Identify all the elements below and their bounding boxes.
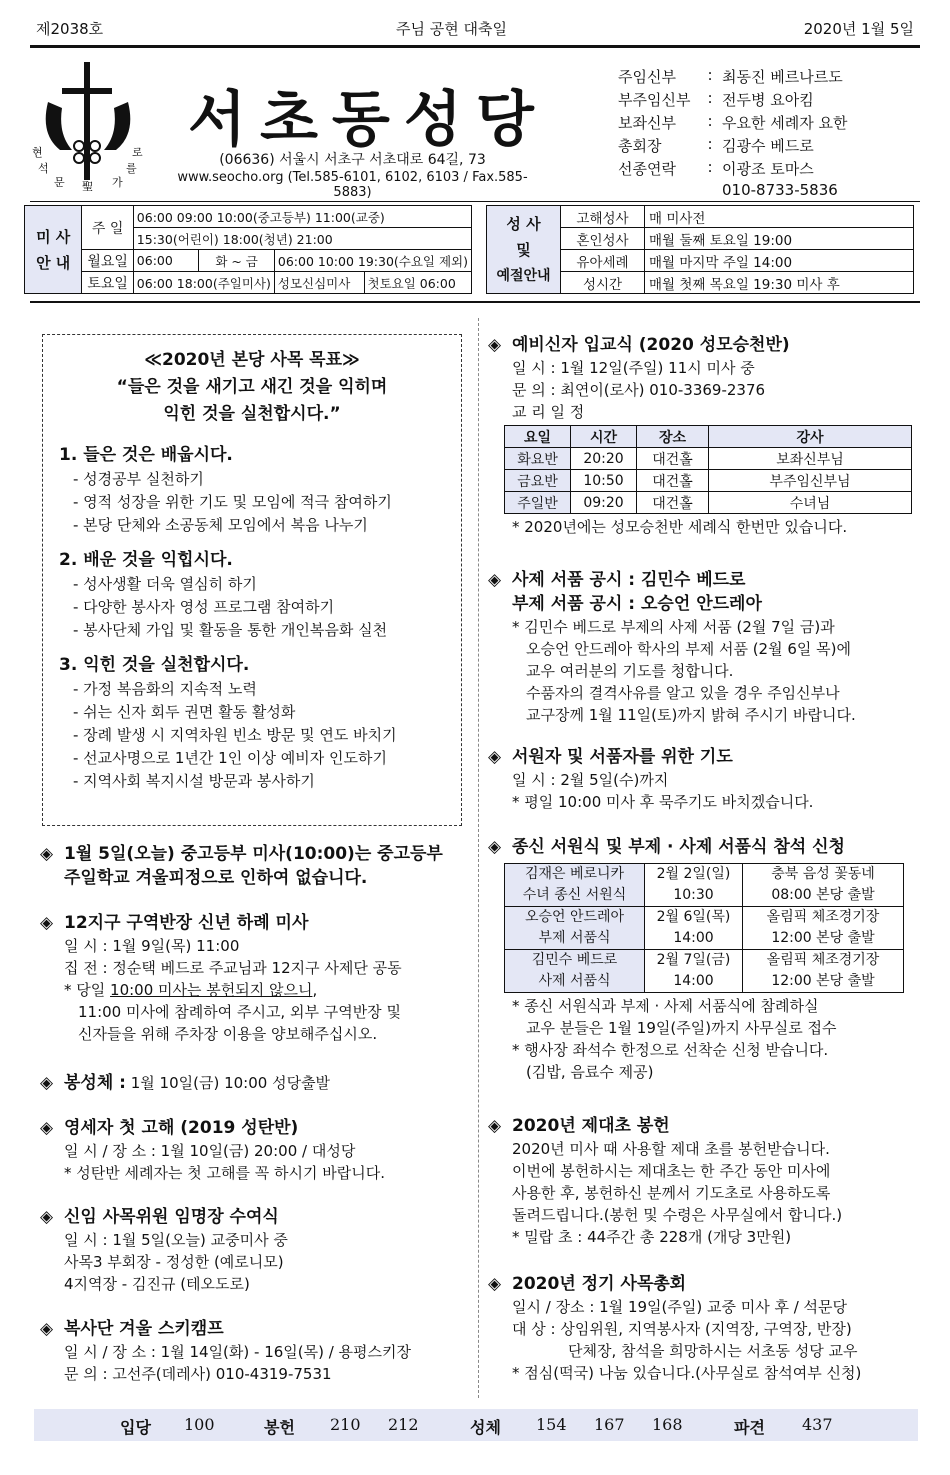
svg-text:문: 문 bbox=[54, 176, 65, 189]
svg-text:현: 현 bbox=[32, 146, 43, 159]
notice-catechumen: ◈ 예비신자 입교식 (2020 성모승천반) 일 시 : 1월 12일(주일) 11시 미사 중 문 의 : 최연이(로사) 010-3369-2376 교 리 일 정 요일 시간 장소 강사 화요반 20:20 대건홀 보좌신부님 금요반 10:50 대건홀 부주임신부님 주일반 09:20 대건홀 수녀님 * 2020년에는 성모승천반 세례식 한번만 있습니다. bbox=[488, 333, 918, 538]
goal-title: 3. 익힌 것을 실천합시다. bbox=[59, 655, 250, 675]
issue-number: 제2038호 bbox=[36, 20, 104, 38]
notice-general-assembly: ◈ 2020년 정기 사목총회 일시 / 장소 : 1월 19일(주일) 교중 미사 후 / 석문당 대 상 : 상임위원, 지역봉사자 (지역장, 구역장, 반장) 단체장, 참석을 희망하시는 서초동 성당 교우 * 점심(떡국) 나눔 있습니다.(사무실로 참석여부 신청) bbox=[488, 1274, 862, 1382]
top-rule bbox=[30, 45, 920, 48]
table-row: 금요반 10:50 대건홀 부주임신부님 bbox=[505, 470, 912, 492]
saturday-label: 토요일 bbox=[82, 272, 133, 294]
church-address: (06636) 서울시 서초구 서초대로 64길, 73 bbox=[219, 152, 486, 168]
attendance-footer: 입당 100 봉헌 210 212 성체 154 167 168 파견 437 bbox=[34, 1409, 918, 1441]
svg-text:를: 를 bbox=[126, 162, 137, 175]
church-logo-icon bbox=[28, 58, 148, 198]
goals-motto: “들은 것을 새기고 새긴 것을 익히며 bbox=[116, 377, 388, 397]
goal-item: - 장례 발생 시 지역차원 빈소 방문 및 연도 바치기 bbox=[73, 726, 397, 744]
issue-date: 2020년 1월 5일 bbox=[803, 20, 914, 38]
weekday-times: 06:00 10:00 19:30(수요일 제외) bbox=[274, 250, 471, 272]
pastoral-goals-box bbox=[42, 334, 462, 826]
monday-time: 06:00 bbox=[133, 250, 199, 272]
sunday-times-2: 15:30(어린이) 18:00(청년) 21:00 bbox=[133, 228, 471, 250]
goal-item: - 본당 단체와 소공동체 모임에서 복음 나누기 bbox=[73, 516, 368, 534]
sunday-label: 주 일 bbox=[82, 206, 133, 250]
notice-ordination: ◈ 사제 서품 공시 : 김민수 베드로 부제 서품 공시 : 오승언 안드레아 * 김민수 베드로 부제의 사제 서품 (2월 7일 금)과 오승언 안드레아 학사의 부제 서품 (2월 6일 목)에 교우 여러분의 기도를 청합니다. 수품자의 결격사유를 알고 있을 경우 주임신부나 교구장께 1월 11일(토)까지 밝혀 주시기 바랍니다. bbox=[488, 570, 856, 724]
ceremony-table bbox=[504, 863, 904, 993]
staff-row: 부주임신부 : 전두병 요아킴 bbox=[618, 89, 814, 109]
staff-row: 주임신부 : 최동진 베르나르도 bbox=[618, 66, 843, 86]
goal-title: 2. 배운 것을 익힙시다. bbox=[59, 550, 233, 570]
svg-text:로: 로 bbox=[132, 146, 143, 159]
table-row: 화요반 20:20 대건홀 보좌신부님 bbox=[505, 448, 912, 470]
notice-ski-camp: ◈ 복사단 겨울 스키캠프 일 시 / 장 소 : 1월 14일(화) - 16일(목) / 용평스키장 문 의 : 고선주(데레사) 010-4319-7531 bbox=[40, 1319, 412, 1383]
saturday-times: 06:00 18:00(주일미사) bbox=[133, 272, 274, 294]
monday-label: 월요일 bbox=[82, 250, 133, 272]
table-row: 김재은 베로니카 수녀 종신 서원식 2월 2일(일) 10:30 충북 음성 꽃동네 08:00 본당 출발 bbox=[505, 864, 904, 907]
notice-youth-mass: ◈ 1월 5일(오늘) 중고등부 미사(10:00)는 중고등부 주일학교 겨울피정으로 인하여 없습니다. bbox=[40, 844, 443, 888]
svg-text:聖: 聖 bbox=[82, 180, 93, 193]
staff-row: 보좌신부 : 우요한 세례자 요한 bbox=[618, 112, 848, 132]
first-saturday: 첫토요일 06:00 bbox=[364, 272, 472, 294]
saturday-special: 성모신심미사 bbox=[274, 272, 364, 294]
svg-text:가: 가 bbox=[112, 176, 123, 189]
church-name: 서초동성당 bbox=[188, 85, 548, 155]
sacrament-table: 성 사 및 예절안내 고해성사 매 미사전 혼인성사 매월 둘째 토요일 19:00 유아세례 매월 마지막 주일 14:00 성시간 매월 첫째 목요일 19:30 미사 후 bbox=[486, 205, 914, 294]
goal-item: - 가정 복음화의 지속적 노력 bbox=[73, 680, 257, 698]
staff-list bbox=[618, 66, 918, 204]
notice-prayer: ◈ 서원자 및 서품자를 위한 기도 일 시 : 2월 5일(수)까지 * 평일 10:00 미사 후 묵주기도 바치겠습니다. bbox=[488, 747, 814, 811]
column-divider bbox=[478, 318, 479, 1398]
sunday-times-1: 06:00 09:00 10:00(중고등부) 11:00(교중) bbox=[133, 206, 471, 228]
table-row: 오승언 안드레아 부제 서품식 2월 6일(목) 14:00 올림픽 체조경기장 12:00 본당 출발 bbox=[505, 907, 904, 950]
top-bar bbox=[36, 18, 914, 44]
notice-altar-candles: ◈ 2020년 제대초 봉헌 2020년 미사 때 사용할 제대 초를 봉헌받습니다. 이번에 봉헌하시는 제대초는 한 주간 동안 미사에 사용한 후, 봉헌하신 분께서 기도초로 사용하도록 돌려드립니다.(봉헌 및 수령은 사무실에서 합니다.) * 밀랍 초 : 44주간 총 228개 (개당 3만원) bbox=[488, 1116, 843, 1246]
schedule-rule bbox=[30, 301, 920, 303]
staff-row: 총회장 : 김광수 베드로 bbox=[618, 135, 814, 155]
svg-text:석: 석 bbox=[38, 162, 49, 175]
staff-row: 선종연락 : 이광조 토마스 bbox=[618, 158, 814, 178]
feast-title: 주님 공현 대축일 bbox=[396, 20, 507, 38]
notice-communion: ◈ 봉성체 : 1월 10일(금) 10:00 성당출발 bbox=[40, 1073, 331, 1093]
goal-item: - 성사생활 더욱 열심히 하기 bbox=[73, 575, 257, 593]
sacrament-table-title: 성 사 및 예절안내 bbox=[487, 206, 561, 294]
goal-item: - 다양한 봉사자 영성 프로그램 참여하기 bbox=[73, 598, 335, 616]
notice-district-mass: ◈ 12지구 구역반장 신년 하례 미사 일 시 : 1월 9일(목) 11:00 집 전 : 정순택 베드로 주교님과 12지구 사제단 공동 * 당일 10:00 미사는 봉헌되지 않으니, 11:00 미사에 참례하여 주시고, 외부 구역반장 및 신자들을 위해 주차장 이용을 양보해주십시오. bbox=[40, 913, 402, 1043]
weekday-label: 화 ~ 금 bbox=[199, 250, 275, 272]
goal-item: - 봉사단체 가입 및 활동을 통한 개인복음화 실천 bbox=[73, 621, 388, 639]
notice-appointment: ◈ 신임 사목위원 임명장 수여식 일 시 : 1월 5일(오늘) 교중미사 중 사목3 부회장 - 정성한 (예로니모) 4지역장 - 김진규 (테오도로) bbox=[40, 1207, 288, 1293]
goal-item: - 선교사명으로 1년간 1인 이상 예비자 인도하기 bbox=[73, 749, 387, 767]
goal-item: - 성경공부 실천하기 bbox=[73, 470, 204, 488]
staff-phone: 010-8733-5836 bbox=[722, 181, 838, 199]
catechism-schedule-table: 요일 시간 장소 강사 화요반 20:20 대건홀 보좌신부님 금요반 10:50 대건홀 부주임신부님 주일반 09:20 대건홀 수녀님 bbox=[504, 425, 912, 514]
goals-heading: ≪2020년 본당 사목 목표≫ bbox=[144, 350, 360, 370]
mass-schedule-table bbox=[24, 205, 472, 294]
table-row: 김민수 베드로 사제 서품식 2월 7일(금) 14:00 올림픽 체조경기장 12:00 본당 출발 bbox=[505, 950, 904, 993]
goals-motto: 익힌 것을 실천합시다.” bbox=[163, 404, 341, 424]
mass-table-title: 미 사 안 내 bbox=[25, 206, 82, 294]
goal-item: - 지역사회 복지시설 방문과 봉사하기 bbox=[73, 772, 315, 790]
goal-title: 1. 들은 것은 배웁시다. bbox=[59, 445, 233, 465]
table-row: 주일반 09:20 대건홀 수녀님 bbox=[505, 492, 912, 514]
church-contact: www.seocho.org (Tel.585-6101, 6102, 6103 / Fax.585-5883) bbox=[177, 170, 528, 200]
notice-ceremony-signup: ◈ 종신 서원식 및 부제 · 사제 서품식 참석 신청 김재은 베로니카 수녀 종신 서원식 2월 2일(일) 10:30 충북 음성 꽃동네 08:00 본당 출발 오승언 안드레아 부제 서품식 2월 6일(목) 14:00 올림픽 체조경기장 12:00 본당 출발 김민수 베드로 사제 서품식 2월 7일(금) 14:00 올림픽 체조경기장 12:00 본당 출발 * 종신 서원식과 부제 · 사제 서품식에 참례하실 교우 분들은 1월 19일(주일)까지 사무실로 접수 * 행사장 좌석수 한정으로 선착순 신청 받습니다. (김밥, 음료수 제공) bbox=[488, 835, 918, 1083]
header-rule bbox=[30, 201, 920, 202]
goal-item: - 쉬는 신자 회두 권면 활동 활성화 bbox=[73, 703, 296, 721]
goal-item: - 영적 성장을 위한 기도 및 모임에 적극 참여하기 bbox=[73, 493, 392, 511]
notice-first-confession: ◈ 영세자 첫 고해 (2019 성탄반) 일 시 / 장 소 : 1월 10일(금) 20:00 / 대성당 * 성탄반 세례자는 첫 고해를 꼭 하시기 바랍니다. bbox=[40, 1118, 385, 1182]
